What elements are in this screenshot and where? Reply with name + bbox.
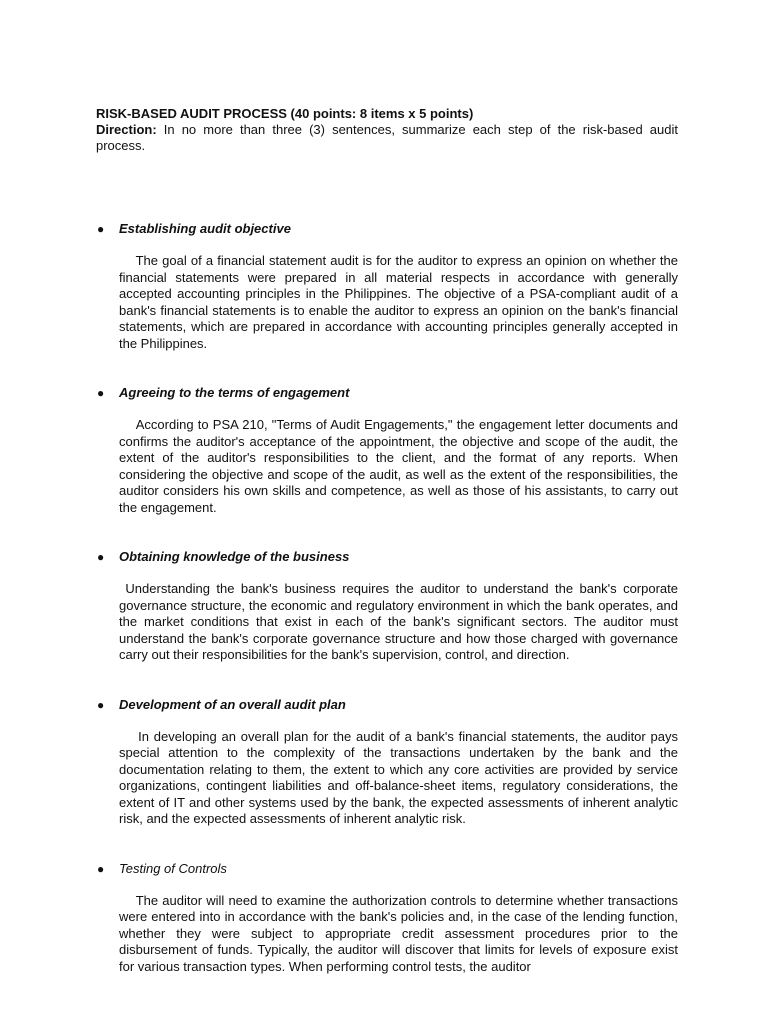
section-heading	[96, 385, 678, 401]
direction-text: In no more than three (3) sentences, summarize each step of the risk-based audit process.	[96, 122, 678, 153]
bullet-icon: ●	[97, 697, 105, 712]
section-agreeing-terms	[96, 385, 678, 516]
section-testing-of-controls	[96, 861, 678, 976]
section-paragraph: The goal of a financial statement audit is for the auditor to express an opinion on whether the financial statements were prepared in all material respects in accordance with generally accepted accounting principles in the Philippines. The objective of a PSA-compliant audit of a bank's financial statements is to enable the auditor to express an opinion on the bank's financial statements, which are prepared in accordance with accounting principles generally accepted in the Philippines.	[119, 253, 678, 351]
section-obtaining-knowledge	[96, 549, 678, 664]
bullet-icon: ●	[97, 386, 105, 400]
section-heading-text: Obtaining knowledge of the business	[119, 549, 350, 564]
section-heading-text: Establishing audit objective	[119, 221, 291, 236]
section-paragraph: The auditor will need to examine the authorization controls to determine whether transactions were entered into in accordance with the bank's policies and, in the case of the lending function, whether they were subject to appropriate credit assessment procedures prior to the disbursement of funds. Typically, the auditor will discover that limits for levels of exposure exist for various transaction types. When performing control tests, the auditor	[119, 892, 678, 974]
bullet-icon: ●	[97, 550, 105, 564]
section-paragraph: In developing an overall plan for the audit of a bank's financial statements, the auditor pays special attention to the complexity of the transactions undertaken by the bank and the documentation relating to them, the extent to which any core activities are provided by service organizations, contingent liabilities and off-balance-sheet items, regulatory considerations, the extent of IT and other systems used by the bank, the expected assessments of inherent analytic risk, and the expected assessments of inherent analytic risk.	[119, 728, 678, 826]
direction-label: Direction:	[96, 122, 157, 137]
document-title: RISK-BASED AUDIT PROCESS (40 points: 8 items x 5 points)	[96, 106, 474, 121]
section-heading-text: Development of an overall audit plan	[119, 696, 346, 712]
section-heading	[96, 221, 678, 237]
bullet-icon: ●	[97, 861, 105, 876]
section-heading	[96, 697, 678, 713]
section-heading-text: Agreeing to the terms of engagement	[119, 385, 350, 400]
section-heading	[96, 861, 678, 877]
section-heading	[96, 549, 678, 565]
section-paragraph: Understanding the bank's business requires the auditor to understand the bank's corporate governance structure, the economic and regulatory environment in which the bank operates, and the market conditions that exist in each of the bank's significant sectors. The auditor must understand the bank's corporate governance structure and how those charged with governance carry out their responsibilities for the bank's supervision, control, and direction.	[119, 581, 678, 662]
section-heading-text: Testing of Controls	[119, 860, 227, 876]
direction-paragraph	[96, 122, 678, 154]
section-overall-audit-plan	[96, 697, 678, 828]
section-paragraph: According to PSA 210, "Terms of Audit Engagements," the engagement letter documents and confirms the auditor's acceptance of the appointment, the objective and scope of the audit, the extent of the auditor's responsibilities to the client, and the format of any reports. When considering the objective and scope of the audit, as well as the extent of the responsibilities, the auditor considers his own skills and competence, as well as those of his assistants, to carry out the engagement.	[119, 417, 678, 515]
document-page	[96, 105, 678, 975]
section-establishing-audit-objective	[96, 221, 678, 352]
bullet-icon: ●	[97, 222, 105, 236]
